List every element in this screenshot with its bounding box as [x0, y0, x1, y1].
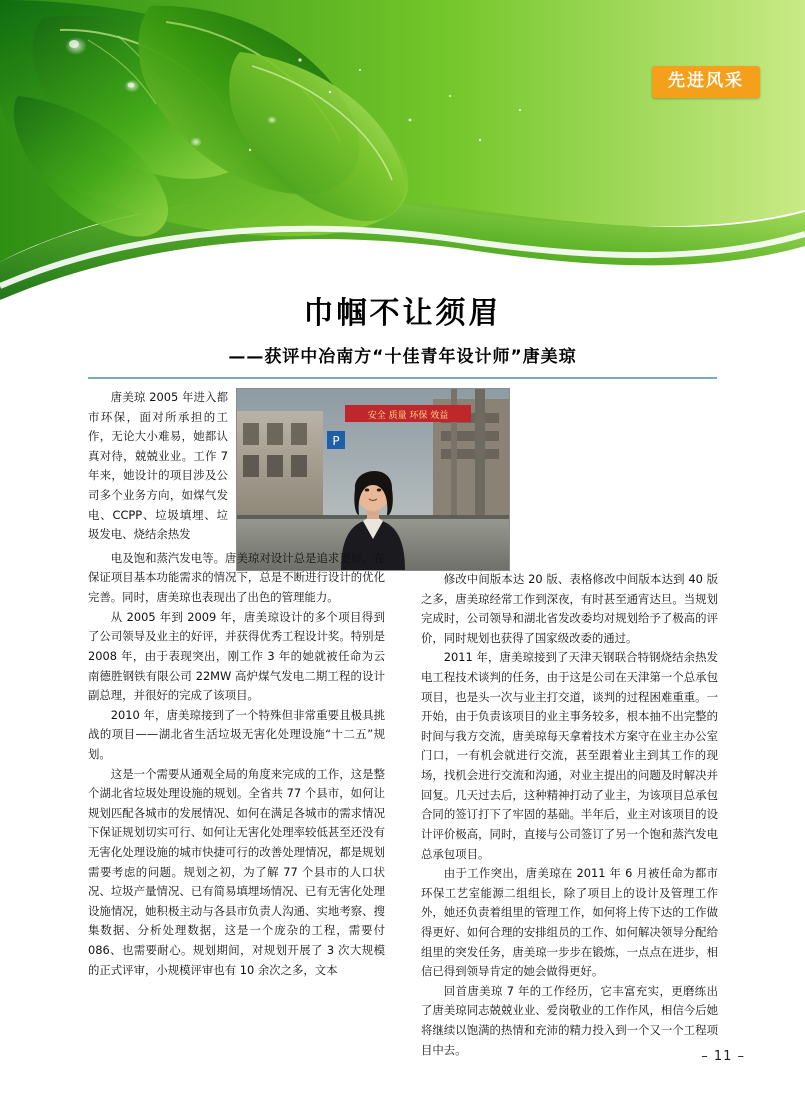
page-number: – 11 – — [701, 1049, 745, 1064]
svg-text:P: P — [332, 434, 340, 448]
photo-banner-text: 安全 质量 环保 效益 — [367, 411, 449, 421]
page-subtitle: ——获评中冶南方“十佳青年设计师”唐美琼 — [228, 347, 577, 367]
header-decoration-band — [0, 0, 805, 300]
article-content — [88, 388, 718, 1057]
title-block — [0, 296, 805, 367]
right-paragraph-3: 由于工作突出，唐美琼在 2011 年 6 月被任命为都市环保工艺室能源二组组长，除了项目上的设计及管理工作外，她还负责着组里的管理工作，如何将上传下达的工作做得更好、如何合理的安排组员的工作、如何解决领导分配给组里的突发任务，唐美琼一步步在锻炼，一点点在进步，相信已得到领导肯定的她会做得更好。 — [421, 866, 718, 979]
paragraph-2: 从 2005 年到 2009 年，唐美琼设计的多个项目得到了公司领导及业主的好评，并获得优秀工程设计奖。特别是 2008 年，由于表现突出，刚工作 3 年的她就被任命为云南德胜钢铁有限公司 22MW 高炉煤气发电二期工程的设计副总理，并很好的完成了该项目。 — [88, 609, 385, 703]
right-column — [421, 388, 718, 1060]
status-badge: 先进风采 — [652, 66, 760, 98]
right-paragraph-1: 修改中间版本达 20 版、表格修改中间版本达到 40 版之多，唐美琼经常工作到深夜，有时甚至通宵达旦。当规划完成时，公司领导和湖北省发改委均对规划给予了极高的评价，同时规划也获得了国家级改委的通过。 — [421, 572, 718, 645]
left-column — [88, 388, 385, 980]
page-title: 巾帼不让须眉 — [303, 296, 502, 331]
paragraph-3: 2010 年，唐美琼接到了一个特殊但非常重要且极具挑战的项目——湖北省生活垃圾无害化处理设施“十二五”规划。 — [88, 707, 385, 761]
paragraph-1-rest: 电及饱和蒸汽发电等。唐美琼对设计总是追求更好，在保证项目基本功能需求的情况下，总是不断进行设计的优化完善。同时，唐美琼也表现出了出色的管理能力。 — [88, 550, 385, 605]
title-divider — [88, 377, 717, 379]
right-paragraph-4: 回首唐美琼 7 年的工作经历，它丰富充实，更磨练出了唐美琼同志兢兢业业、爱岗敬业的工作作风，相信今后她将继续以饱满的热情和充沛的精力投入到一个又一个工程项目中去。 — [421, 983, 718, 1057]
left-column-body — [88, 549, 385, 980]
paragraph-4: 这是一个需要从通观全局的角度来完成的工作，这是整个湖北省垃圾处理设施的规划。全省共 77 个县市，如何让规划匹配各城市的发展情况、如何在满足各城市的需求情况下保证规划切实可行、如何让无害化处理率较低甚至还没有无害化处理设施的城市快捷可行的改善处理情况，都是规划需要考虑的问题。规划之初，为了解 77 个县市的人口状况、垃圾产量情况、已有简易填埋场情况、已有无害化处理设施情况，她积极主动与各县市负责人沟通、实地考察、搜集数据、分析处理数据，这是一个庞杂的工程，需要付086、也需要耐心。规划期间，对规划开展了 3 次大规模的正式评审，小规模评审也有 10 余次之多，文本 — [88, 766, 385, 977]
lead-paragraph — [88, 388, 228, 545]
right-paragraph-2: 2011 年，唐美琼接到了天津天钢联合特钢烧结余热发电工程技术谈判的任务，由于这是公司在天津第一个总承包项目，也是头一次与业主打交道，谈判的过程困难重重。一开始，由于负责该项目的业主事务较多，根本抽不出完整的时间与我方交流，唐美琼每天拿着技术方案守在业主办公室门口，一有机会就进行交流，甚至跟着业主到其工作的现场，找机会进行交流和沟通，对业主提出的问题及时解决并回复。几天过去后，这种精神打动了业主，为该项目总承包合同的签订打下了牢固的基础。半年后，业主对该项目的设计评价极高，同时，直接与公司签订了另一个饱和蒸汽发电总承包项目。 — [421, 650, 718, 861]
paragraph-intro: 唐美琼 2005 年进入都市环保，面对所承担的工作，无论大小难易，她都认真对待，兢兢业业。工作 7 年来，她设计的项目涉及公司多个业务方向，如煤气发电、CCPP、垃圾填埋、垃圾发电、烧结余热发 — [88, 390, 228, 542]
